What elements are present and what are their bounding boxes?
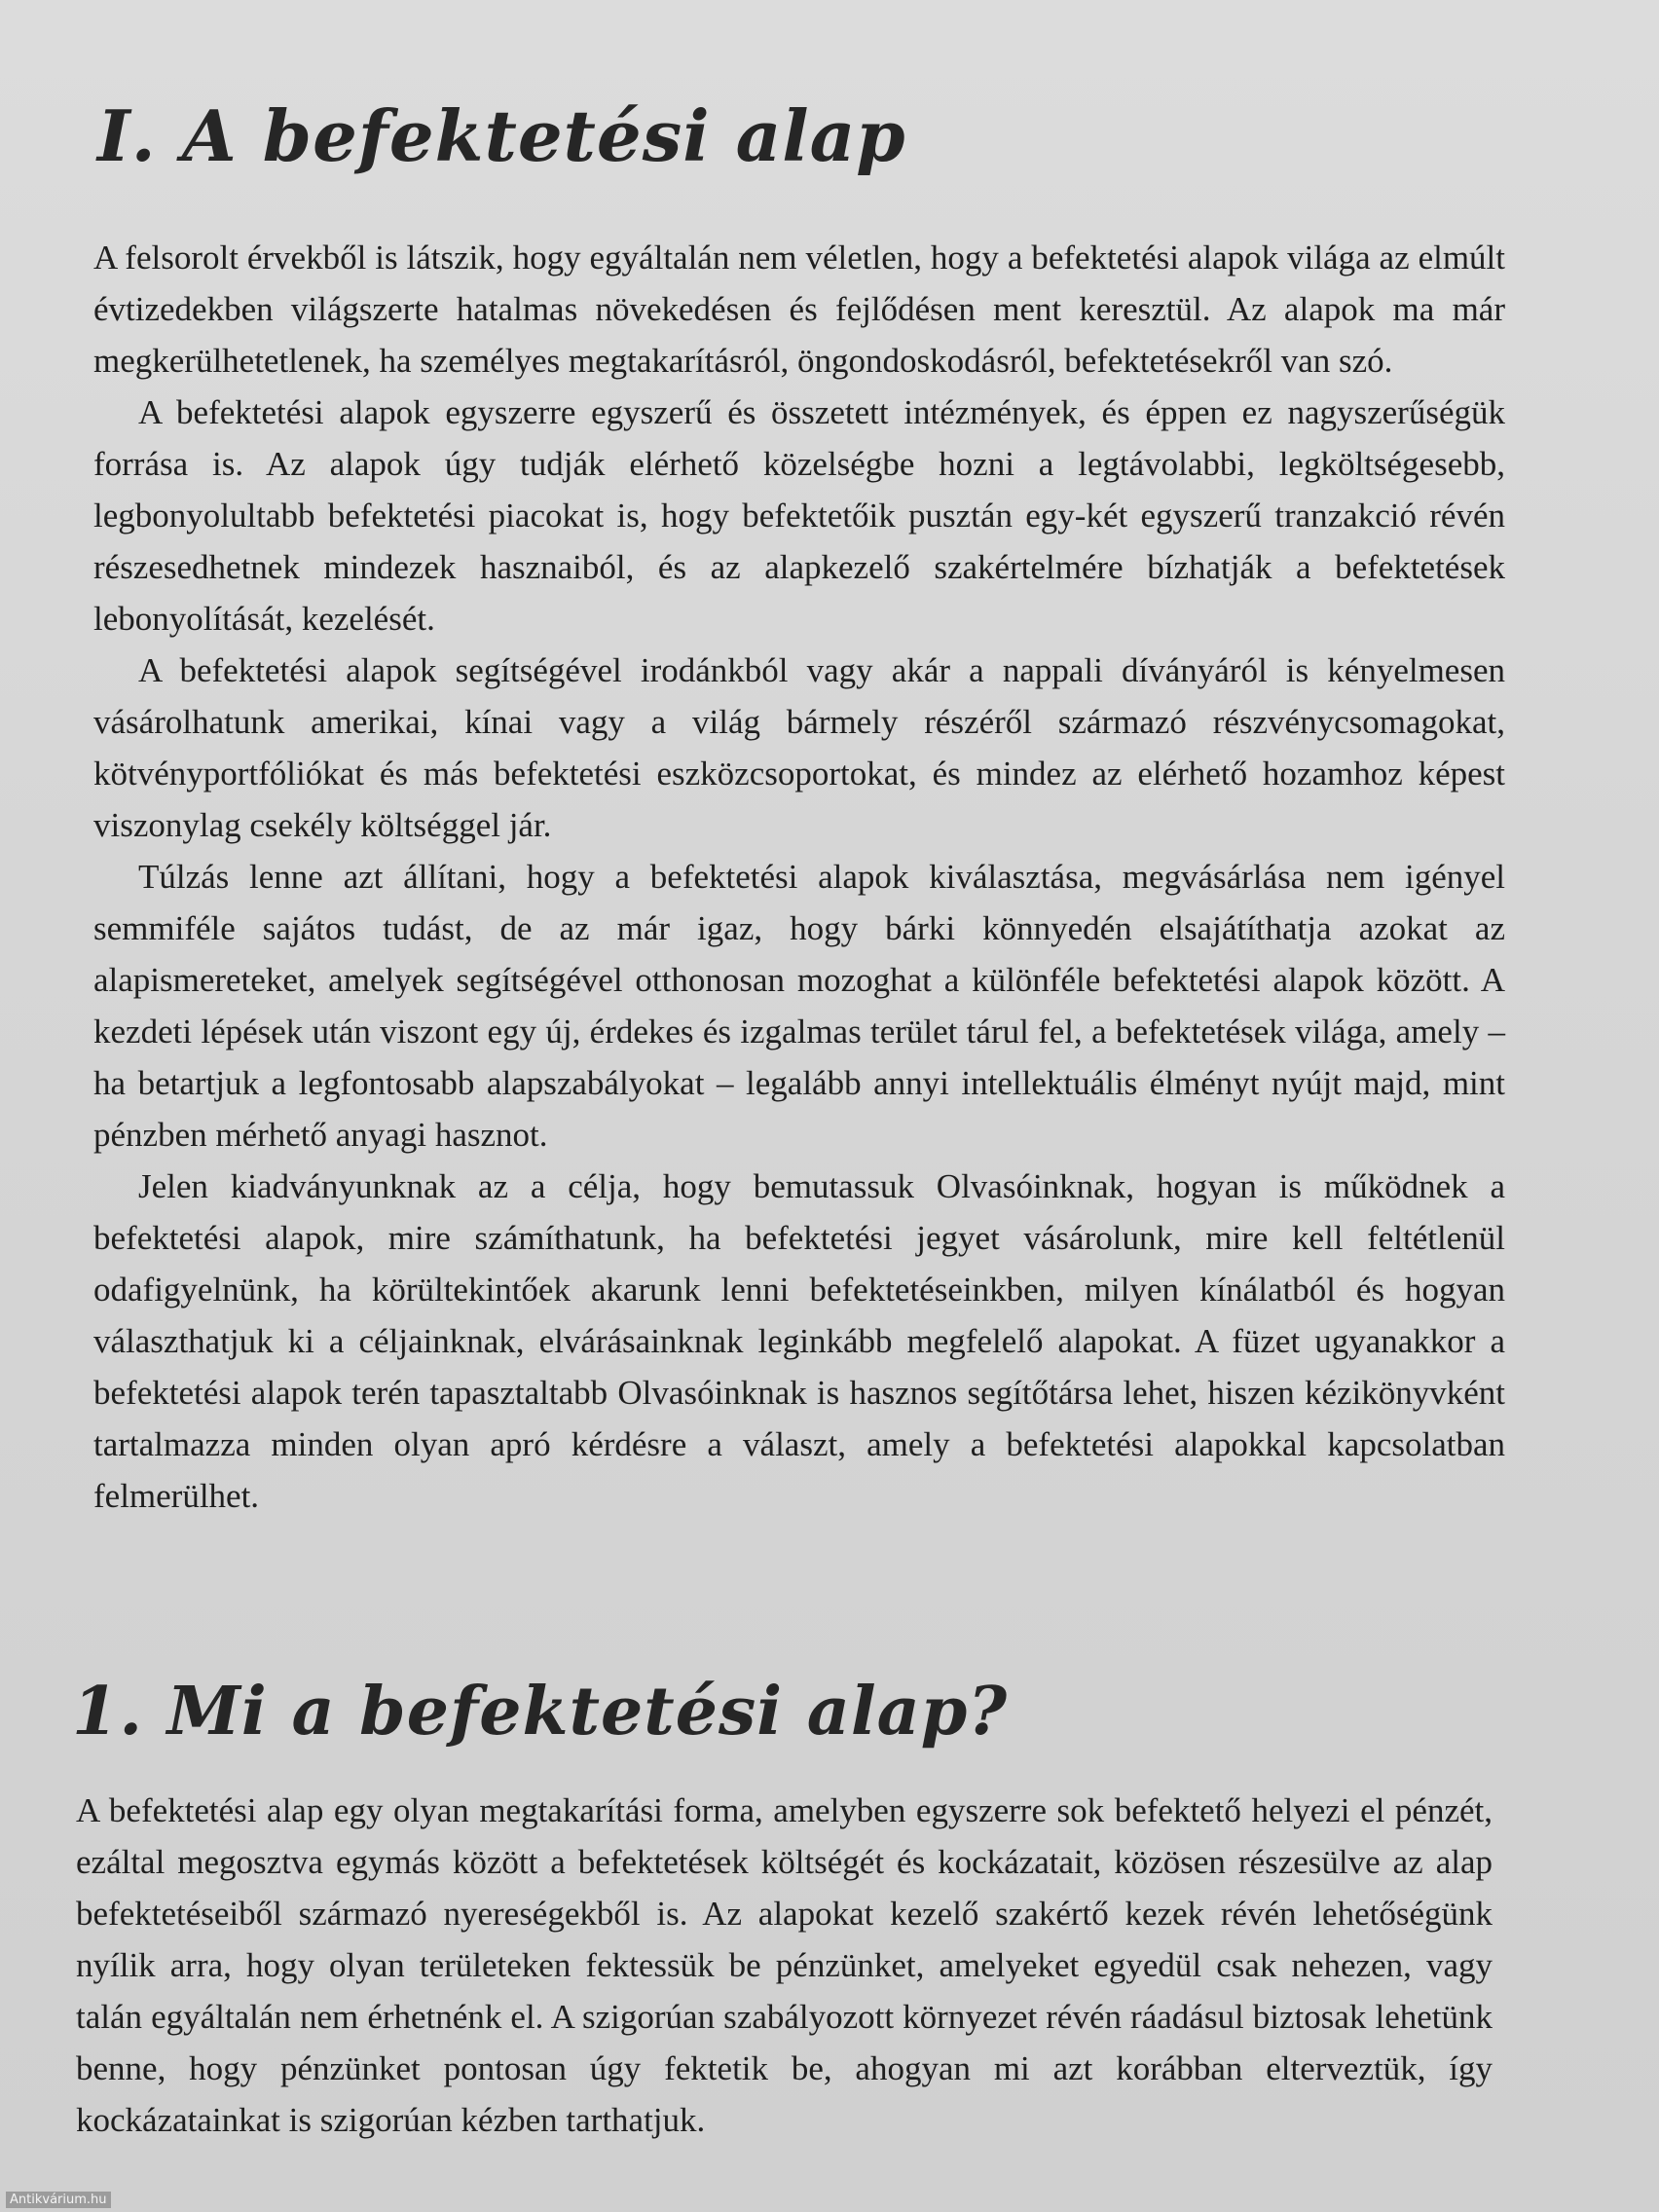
paragraph: Túlzás lenne azt állítani, hogy a befektetési alapok kiválasztása, megvásárlása nem igényel semmiféle sajátos tudást, de az már igaz, hogy bárki könnyedén elsajátíthatja azokat az alapismereteket, amelyek segítségével otthonosan mozoghat a különféle befektetési alapok között. A kezdeti lépések után viszont egy új, érdekes és izgalmas terület tárul fel, a befektetések világa, amely – ha betartjuk a legfontosabb alapszabályokat – legalább annyi intellektuális élményt nyújt majd, mint pénzben mérhető anyagi hasznot. <box>93 858 1505 1154</box>
paragraph: A befektetési alapok segítségével irodánkból vagy akár a nappali díványáról is kényelmesen vásárolhatunk amerikai, kínai vagy a világ bármely részéről származó részvénycsomagokat, kötvényportfóliókat és más befektetési eszközcsoportokat, és mindez az elérhető hozamhoz képest viszonylag csekély költséggel jár. <box>93 651 1505 844</box>
chapter-intro-text <box>93 232 1505 1522</box>
watermark: Antikvárium.hu <box>6 2192 111 2208</box>
paragraph: A felsorolt érvekből is látszik, hogy egyáltalán nem véletlen, hogy a befektetési alapok világa az elmúlt évtizedekben világszerte hatalmas növekedésen és fejlődésen ment keresztül. Az alapok ma már megkerülhetetlenek, ha személyes megtakarításról, öngondoskodásról, befektetésekről van szó. <box>93 239 1505 380</box>
chapter-title: I. A befektetési alap <box>97 94 906 177</box>
paragraph: A befektetési alap egy olyan megtakarítási forma, amelyben egyszerre sok befektető helyezi el pénzét, ezáltal megosztva egymás között a befektetések költségét és kockázatait, közösen részesülve az alap befektetéseiből származó nyereségekből is. Az alapokat kezelő szakértő kezek révén lehetőségünk nyílik arra, hogy olyan területeken fektessük be pénzünket, amelyeket egyedül csak nehezen, vagy talán egyáltalán nem érhetnénk el. A szigorúan szabályozott környezet révén ráadásul biztosak lehetünk benne, hogy pénzünket pontosan úgy fektetik be, ahogyan mi azt korábban elterveztük, így kockázatainkat is szigorúan kézben tarthatjuk. <box>76 1791 1493 2139</box>
section-title: 1. Mi a befektetési alap? <box>72 1673 1009 1751</box>
section-definition-text <box>76 1785 1493 2146</box>
paragraph: Jelen kiadványunknak az a célja, hogy bemutassuk Olvasóinknak, hogyan is működnek a befektetési alapok, mire számíthatunk, ha befektetési jegyet vásárolunk, mire kell feltétlenül odafigyelnünk, ha körültekintőek akarunk lenni befektetéseinkben, milyen kínálatból és hogyan választhatjuk ki a céljainknak, elvárásainknak leginkább megfelelő alapokat. A füzet ugyanakkor a befektetési alapok terén tapasztaltabb Olvasóinknak is hasznos segítőtársa lehet, hiszen kézikönyvként tartalmazza minden olyan apró kérdésre a választ, amely a befektetési alapokkal kapcsolatban felmerülhet. <box>93 1167 1505 1515</box>
paragraph: A befektetési alapok egyszerre egyszerű és összetett intézmények, és éppen ez nagyszerűségük forrása is. Az alapok úgy tudják elérhető közelségbe hozni a legtávolabbi, legköltségesebb, legbonyolultabb befektetési piacokat is, hogy befektetőik pusztán egy-két egyszerű tranzakció révén részesedhetnek mindezek hasznaiból, és az alapkezelő szakértelmére bízhatják a befektetések lebonyolítását, kezelését. <box>93 393 1505 638</box>
